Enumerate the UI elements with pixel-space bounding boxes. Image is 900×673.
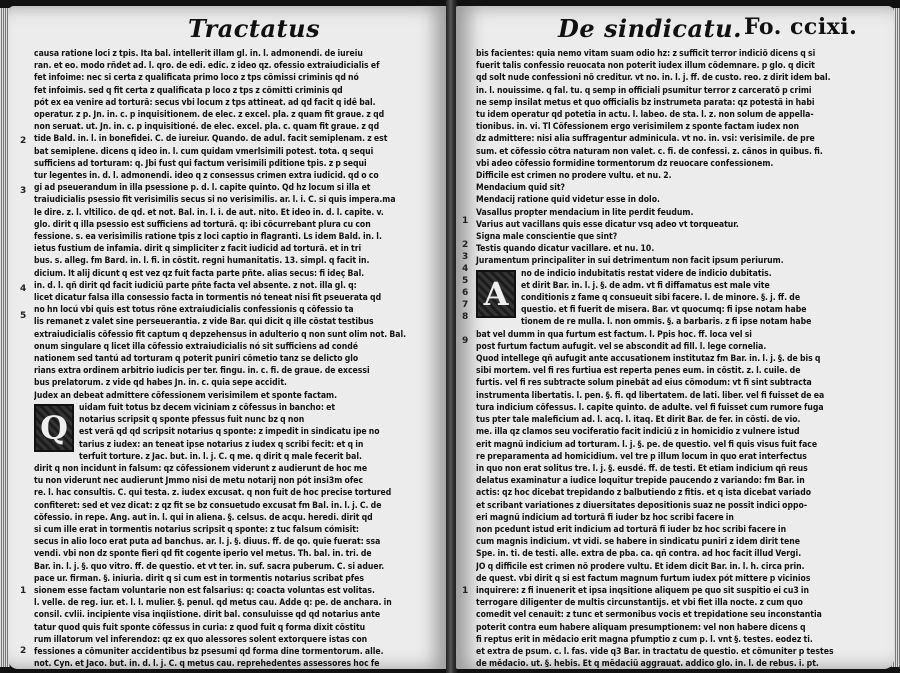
text-line: et extra de psum. c. l. fas. vide q3 Bar. in tractatu de questio. et cõmuniter p testes <box>476 646 834 657</box>
text-line: me. illa qz clamos seu vociferatio facit indiciũ z in homicidio z vulnere istud <box>476 427 800 438</box>
text-line: confiteret: sed et vez dicat: z qz fit se bz consuetudo excusat fm Bal. in. l. j. C. de <box>34 500 382 511</box>
text-line: operatur. z p. Jn. in. c. p inquisitionem. de elec. z excel. pla. z quam fit graue. z qd <box>34 110 385 121</box>
right-page <box>456 6 894 669</box>
text-line: l. velle. de reg. iur. et. l. l. mulier. §. penul. qd metus cau. Adde q: pe. de anchara. in <box>34 598 392 609</box>
text-line: rum illatorum vel inferendoz: qz ex quo alessores solent extorquere istas con <box>34 634 368 645</box>
text-line: tionibus. in. vi. Tl Cõfessionem ergo verisimilem z sponte factam iudex non <box>476 122 800 133</box>
margin-number: 5 <box>20 311 27 321</box>
text-line: tionem de re mulla. l. non ommis. §. a barbaris. z fi ipse notam habe <box>521 317 812 328</box>
text-line: onum singulare q licet illa cõfessio extraiudicialis nó sit sufficiens ad condé <box>34 341 359 352</box>
text-line: tide Bald. in. l. in bonefidei. C. de iureiur. Quando. de adul. facit semiplenam. z est <box>34 134 388 145</box>
text-line: cõfessio. in repe. Ang. aut in. l. qui in aliena. §. celsus. de acqu. heredi. dirit qd <box>34 512 373 523</box>
right-page-text <box>476 48 878 669</box>
text-line: est verã qd qd scripsit notarius q sponte: z impedit in sindicatu ipe no <box>79 427 380 438</box>
summary-list-item: Difficile est crimen no prodere vultu. et nu. 2. <box>476 171 672 182</box>
text-line: ne semp insilat metus et quo officialis bz instrumeta parata: qz potestã in habi <box>476 97 815 108</box>
left-initial-paragraph <box>34 402 434 463</box>
text-line: pót ex ea venire ad torturã: secus vbi locum z tps attineat. ad qd facit q idê bal. <box>34 97 376 108</box>
summary-list-item: Varius aut vacillans quis esse dicatur vsq adeo vt torqueatur. <box>476 219 739 230</box>
text-line: ran. et eo. modo rñdet ad. l. qro. de edi. edic. z ideo qz. ofessio extraiudicialis ef <box>34 61 380 72</box>
text-line: actis: qz hoc dicebat trepidando z balbutiendo z fitis. et q ista dicebat variado <box>476 488 812 499</box>
text-line: eri magnũ indicium ad torturã fi iuder bz hoc scribi facere in <box>476 512 734 523</box>
text-line: in. l. nouissime. q fal. tu. q semp in officiali psumitur terror z carceratõ p crimi <box>476 85 812 96</box>
left-running-header: Tractatus <box>188 14 321 43</box>
text-line: traiudicialis psessio fit verisimilis secus si no verisimilis. ar. l. i. C. si quis impera.ma <box>34 195 396 206</box>
text-line: tu idem operatur qd potetia in actu. l. labeo. de sta. l. z. non solum de appella- <box>476 110 814 121</box>
summary-list-item: Testis quando dicatur vacillare. et nu. 10. <box>476 244 655 255</box>
summary-list-item: Mendacium quid sit? <box>476 183 566 194</box>
text-line: tatur quod quis fuit sponte cõfessus in curia: z quod fuit q forma dixit cõstitu <box>34 622 366 633</box>
text-line: bat semiplene. dicens q ideo in. l. cum quidam vmerlsimili potest. tota. q sequi <box>34 146 374 157</box>
text-line: inquirere: z fi inuenerit et ipsa inqsitione aliquem pe quo sit suspitio ei cu3 in <box>476 585 810 596</box>
left-page <box>8 6 448 669</box>
text-line: comedit vel cenauit: z tunc et sermonibus vocis et trepidatione seu inconstantia <box>476 610 822 621</box>
summary-list-item: Vasallus propter mendacium in lite perdit feudum. <box>476 207 694 218</box>
folio-number: Fo. ccixi. <box>744 14 858 40</box>
text-line: et scribant variationes z diuersitates depositionis suaz ne possit indici oppo- <box>476 500 808 511</box>
right-initial-paragraph <box>476 268 878 341</box>
text-line: fessiones a cõmuniter accidentibus bz psesumi qd forma dine tormentorum. alle. <box>34 646 384 657</box>
text-line: erit magnũ indicium ad torturam. l. j. §. pe. de questio. vel fi quis visus fuit face <box>476 439 818 450</box>
summary-list <box>476 170 878 268</box>
right-running-header: De sindicatu. <box>558 14 742 43</box>
margin-number: 9 <box>462 336 469 346</box>
text-line: instrumenta libertatis. l. pen. §. fi. qd libertatem. de lati. liber. vel fi fuisset de ea <box>476 390 825 401</box>
text-line: fessione. s. ea verisimilis ratione tpis z loci captio in flagranti. Ls idem Bald. in. l. <box>34 232 382 243</box>
margin-number: 3 <box>462 252 469 262</box>
text-line: licet dicatur falsa illa consessio facta in tormentis nó teneat nisi fit pseuerata qd <box>34 293 382 304</box>
text-line: gi ad pseuerandum in illa psessione p. d. l. capite quinto. Qd hz locum si illa et <box>34 183 371 194</box>
decorated-initial-letter: A <box>476 270 516 318</box>
margin-number: 6 <box>462 288 469 298</box>
text-line: vendi. vbi non dz sponte fieri qd fit cogente iperio vel metus. Th. bal. in. tri. de <box>34 549 372 560</box>
text-line: Spe. in. ti. de testi. alle. extra de pba. ca. qñ contra. ad hoc facit illud Vergi. <box>476 549 802 560</box>
summary-list-item: Juramentum principaliter in sui detrimentum non facit ipsum periurum. <box>476 256 784 267</box>
text-line: fi reptus erit in mēdacio erit magna pfumptio z cum p. l. vnt §. testes. eodez ti. <box>476 634 813 645</box>
text-line: le dire. z. l. vltilico. de qd. et not. Bal. in. l. i. de aut. nito. Et ideo in. d. l. capite. v. <box>34 207 384 218</box>
text-line: tura indicium cõfessus. l. capite quinto. de adulte. vel fi fuisset cum rumore fuga <box>476 402 824 413</box>
text-line: no hn locú vbi quis est totus rõne extraiudicialis confessionis q cõfessio ta <box>34 305 354 316</box>
text-line: terrogare diligenter de multis circunstantijs. et vbi fiet illa nocte. z cum quo <box>476 598 803 609</box>
text-line: rians extra ordinem arbitrio iudicis per ter. fingu. in. c. fi. de graue. de excessi <box>34 366 370 377</box>
text-line: tarius z iudex: an teneat ipse notarius z iudex q scribi fecit: et q in <box>79 439 364 450</box>
text-line: fet infoime: nec si certa z qualificata primo loco z tps cõmissi criminis qd nó <box>34 73 359 84</box>
text-line: de quest. vbi dirit q si est factum magnum furtum iudex pót mittere p vicinios <box>476 573 811 584</box>
margin-number: 2 <box>462 240 469 250</box>
text-line: terfuit torture. z Jac. but. in. l. j. C. q me. q dirit q male fecerit bal. <box>79 451 362 462</box>
text-line: dicium. It alij dicunt q est vez qz fuit facta parte pñte. alias secus: fi ideç Bal. <box>34 268 365 279</box>
text-line: sionem esse factam voluntarie non est falsarius: q: coacta voluntas est volitas. <box>34 585 375 596</box>
text-line: non pcedunt istud erit indicium ad torturã fi iuder bz hoc scribi facere in <box>476 524 787 535</box>
margin-number: 4 <box>462 264 469 274</box>
text-line: secus in alio loco erat puta ad banchus. ar. l. j. §. diuus. ff. de qo. quie fuerat: ssa <box>34 537 381 548</box>
text-line: et dirit Bar. in. l. j. §. de adm. vt fi diffamatus est male vite <box>521 280 770 291</box>
right-after-lines <box>476 341 878 669</box>
text-line: bus prelatorum. z vide qd habes Jn. in. c. quia sepe accidit. <box>34 378 287 389</box>
text-line: tus pter tale maleficium ad. l. acq. l. itaq. Et dirit Bar. de fer. in cõsti. de vio. <box>476 415 801 426</box>
text-line: delatus examinatur a iudice loquitur trepide paucendo z variando: fm Bar. in <box>476 476 805 487</box>
text-line: poterit contra eum habere aliquam presumptionem: vel non habere dicens q <box>476 622 806 633</box>
left-body-lines <box>34 48 434 402</box>
text-line: qd solt nude confessioni nõ creditur. vt no. in. l. j. ff. de custo. reo. z dirit idem bal. <box>476 73 831 84</box>
text-line: bat vel dumm in qua furtum est factum. l. Ppis hoc. ff. loca vel si <box>476 329 752 340</box>
margin-number: 5 <box>462 276 469 286</box>
right-initial-lines <box>476 268 878 341</box>
text-line: vbi adeo cõfessio formidine tormentorum dz reuocare confessionem. <box>476 158 774 169</box>
text-line: de mědacio. ut. §. hebis. Et q mēdaciũ aggrauat. addico glo. in. l. de rebus. i. pt. <box>476 659 819 669</box>
margin-number: 1 <box>462 586 469 596</box>
text-line: fet infoimis. sed q fit certa z qualificata p loco z tps z cõmitti criminis qd <box>34 85 343 96</box>
text-line: conditionis z fame q consueuit sibi facere. l. de minore. §. j. ff. de <box>521 293 801 304</box>
left-initial-lines <box>34 402 434 463</box>
margin-number: 8 <box>462 312 469 322</box>
text-line: fuerit talis confessio reuocata non poterit iudex illum cõdemnare. p glo. q dicit <box>476 61 815 72</box>
margin-number: 4 <box>20 284 27 294</box>
text-line: Judex an debeat admittere cõfessionem verisimilem et sponte factam. <box>34 390 338 401</box>
text-line: dz admittere: nisi alia suffragentur adminicula. vt no. in. vsi: verisimile. de pre <box>476 134 815 145</box>
text-line: non seruat. ut. Jn. in. c. p inquisitioné. de elec. excel. pla. c. quam fit graue. z qd <box>34 122 380 133</box>
margin-number: 2 <box>20 646 27 656</box>
text-line: no de indicio indubitatis restat videre de indicio dubitatis. <box>521 268 772 279</box>
text-line: not. Cyn. et Jaco. but. in. d. l. j. C. q metus cau. reprehedentes assessores hoc fe <box>34 659 380 669</box>
text-line: Bar. in. l. j. §. quo vitro. ff. de questio. et vt ter. in. suf. sacra puberum. C. si aduer. <box>34 561 385 572</box>
text-line: Quod intellege qñ aufugit ante accusationem institutaz fm Bar. in. l. j. §. de bis q <box>476 354 821 365</box>
text-line: sufficiens ad torturam: q. Jbi fust qui factum verisimili pditione tpis. z p sequi <box>34 158 367 169</box>
text-line: consil. cvlii. incipiente visa inqiistione. dirit bal. consuluisse qd qd notarius ante <box>34 610 381 621</box>
text-line: ietus fustium de infamia. dirit q simpliciter z facit iudicid ad torturã. et in tri <box>34 244 362 255</box>
margin-number: 2 <box>20 136 27 146</box>
text-line: in quo non erat solitus tre. l. j. §. eusdé. ff. de testi. Et etiam indicium qñ reus <box>476 463 808 474</box>
decorated-initial-letter: Q <box>34 404 74 452</box>
text-line: sum. et cõfessio cõtra naturam non valet. c. fi. de confessi. z. cãnos in quibus. fi. <box>476 146 823 157</box>
text-line: tu non viderunt nec audierunt Jmmo nisi de metu notarij non pót insi3m ofec <box>34 476 364 487</box>
text-line: tur legentes in. d. l. admonendi. ideo q z consessus crimen extra iudicid. qd o co <box>34 171 379 182</box>
text-line: dirit q non incidunt in falsum: qz cõfessionem viderunt z audierunt de hoc me <box>34 463 368 474</box>
text-line: JO q difficile est crimen nõ prodere vultu. Et idem dicit Bar. in. l. h. circa prin. <box>476 561 805 572</box>
text-line: notarius scripsit q sponte pfessus fuit nunc bz q non <box>79 415 305 426</box>
text-line: nationem sed tantú ad torturam q poterit puniri cõmetio tanz se delicto glo <box>34 354 359 365</box>
text-line: bus. s. alleg. fm Bard. in. l. fi. in cõstit. regni humanitatis. 13. simpl. q facit in. <box>34 256 370 267</box>
text-line: pace ur. firman. §. iniuria. dirit q si cum est in tormentis notarius scribat pfes <box>34 573 364 584</box>
left-after-lines <box>34 463 434 669</box>
text-line: uidam fuit totus bz decem viciniam z cõfessus in bancho: et <box>79 402 336 413</box>
text-line: causa ratione loci z tpis. Ita bal. intellerit illam gl. in. l. admonendi. de iureiu <box>34 49 363 59</box>
text-line: bis facientes: quia nemo vitam suam odio hz: z sufficit terror indiciõ dicens q si <box>476 49 816 59</box>
text-line: sibi mortem. vel fi res furtiua est reperta penes eum. in cõstit. z. l. cuile. de <box>476 366 801 377</box>
text-line: re. l. hac consultis. C. qui testa. z. iudex excusat. q non fuit de hoc precise tortured <box>34 488 392 499</box>
text-line: questio. et fi fuerit de misera. Bar. vt quocumq: fi ipse notam habe <box>521 305 807 316</box>
text-line: lis remanet z valet sine perseuerantia. z vide Bar. qui dicit q ille cõstat testibus <box>34 317 374 328</box>
left-page-text <box>34 48 434 669</box>
text-line: re preparamenta ad homicidium. vel tre p illum locum in quo erat interfectus <box>476 451 807 462</box>
text-line: glo. dirit q illa psessio est sufficiens ad torturã. q: ibi cõcurrebant plura cu con <box>34 219 371 230</box>
text-line: post furtum factum aufugit. vel se abscondit ad fill. l. lege cornelia. <box>476 341 767 352</box>
margin-number: 3 <box>20 186 27 196</box>
margin-number: 1 <box>462 216 469 226</box>
text-line: in. d. l. qñ dirit qd facit iudiciũ parte pñte facta vel absente. z not. illa gl. q: <box>34 280 357 291</box>
text-line: cum magnis indicium. vt vidi. se habere in sindicatu puniri z idem dirit tene <box>476 537 800 548</box>
text-line: extraiudicialis cõfessio fit captum q depzehensus in adulterio q non sunt olim not. Bal. <box>34 329 407 340</box>
margin-number: 7 <box>462 300 469 310</box>
text-line: furtis. vel fi res subtracte solum pinebãt ad eius cõmodum: vt fi sint subtracta <box>476 378 812 389</box>
text-line: si cum ille erat in tormentis notarius scripsit q sponte: z tuc falsum cómisit: <box>34 524 360 535</box>
summary-list-item: Mendacij ratione quid videtur esse in dolo. <box>476 195 660 206</box>
right-body-lines <box>476 48 878 170</box>
summary-list-item: Signa male conscientie que sint? <box>476 232 618 243</box>
margin-number: 1 <box>20 586 27 596</box>
